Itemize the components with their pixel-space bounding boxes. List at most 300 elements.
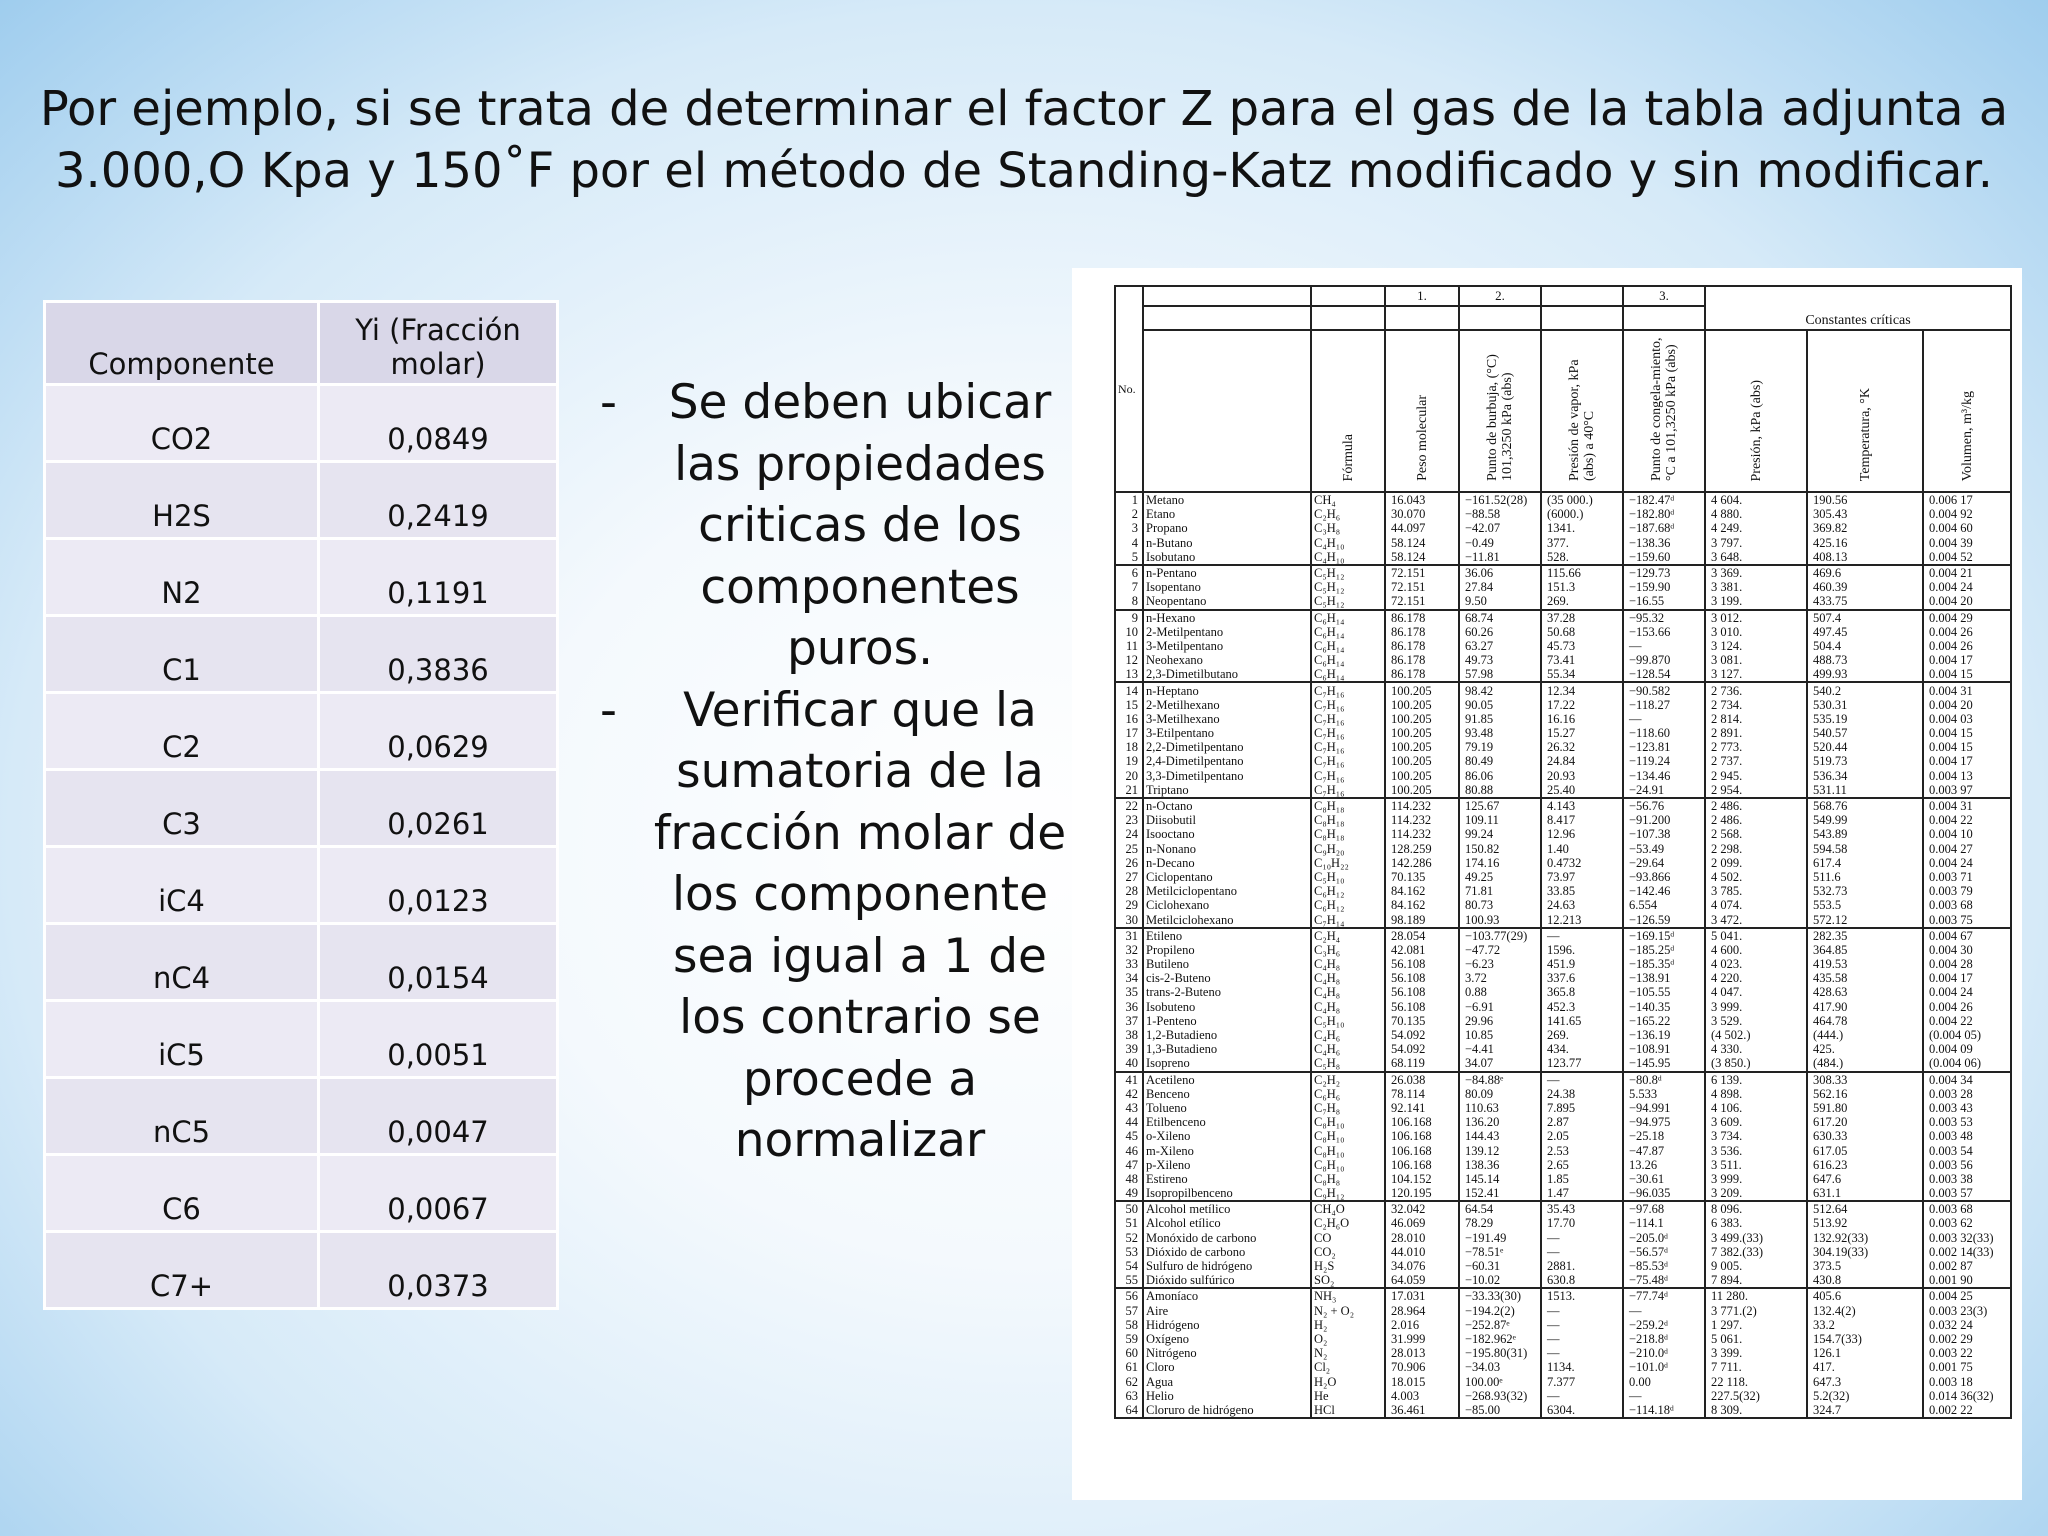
critical-temperature: 435.58	[1807, 971, 1923, 985]
boiling-point: −0.49	[1459, 536, 1541, 550]
boiling-point: 34.07	[1459, 1056, 1541, 1071]
composition-row	[45, 462, 558, 539]
freezing-point: −187.68ᵈ	[1623, 521, 1705, 535]
critical-temperature: 647.6	[1807, 1172, 1923, 1186]
critical-temperature: 417.	[1807, 1360, 1923, 1374]
critical-temperature: 417.90	[1807, 1000, 1923, 1014]
critical-volume: 0.004 52	[1923, 550, 2011, 565]
boiling-point: 86.06	[1459, 769, 1541, 783]
vapor-pressure: 151.3	[1541, 580, 1623, 594]
freezing-point: −95.32	[1623, 610, 1705, 625]
molecular-weight: 86.178	[1385, 610, 1459, 625]
compound-name: Isooctano	[1143, 827, 1311, 841]
boiling-point: 0.88	[1459, 985, 1541, 999]
composition-row	[45, 770, 558, 847]
critical-pressure: 6 139.	[1705, 1072, 1807, 1087]
column-header-label: Volumen, m³/kg	[1959, 390, 1975, 481]
boiling-point: 49.73	[1459, 653, 1541, 667]
critical-volume: 0.003 54	[1923, 1143, 2011, 1157]
vapor-pressure: 2.65	[1541, 1158, 1623, 1172]
row-number: 27	[1115, 870, 1143, 884]
boiling-point: 29.96	[1459, 1014, 1541, 1028]
boiling-point: −47.72	[1459, 943, 1541, 957]
compound-name: Etileno	[1143, 928, 1311, 943]
formula: O₂	[1311, 1332, 1385, 1346]
critical-volume: 0.004 21	[1923, 565, 2011, 580]
row-number: 5	[1115, 550, 1143, 565]
compound-name: Butileno	[1143, 957, 1311, 971]
critical-volume: 0.004 22	[1923, 813, 2011, 827]
row-number: 17	[1115, 726, 1143, 740]
molecular-weight: 16.043	[1385, 492, 1459, 507]
critical-pressure: 227.5(32)	[1705, 1389, 1807, 1403]
boiling-point: 144.43	[1459, 1129, 1541, 1143]
compound-name: Isopentano	[1143, 580, 1311, 594]
critical-volume: 0.004 17	[1923, 971, 2011, 985]
column-header	[1385, 330, 1459, 492]
compound-name: n-Nonano	[1143, 842, 1311, 856]
critical-temperature: 507.4	[1807, 610, 1923, 625]
compound-row	[1115, 1231, 2011, 1245]
critical-volume: 0.003 22	[1923, 1346, 2011, 1360]
freezing-point: −107.38	[1623, 827, 1705, 841]
boiling-point: 145.14	[1459, 1172, 1541, 1186]
formula: H₂	[1311, 1318, 1385, 1332]
critical-volume: 0.004 26	[1923, 625, 2011, 639]
formula: C₇H₁₆	[1311, 682, 1385, 697]
composition-row	[45, 1155, 558, 1232]
compound-name: Hidrógeno	[1143, 1318, 1311, 1332]
molecular-weight: 18.015	[1385, 1374, 1459, 1388]
boiling-point: −85.00	[1459, 1403, 1541, 1418]
row-number: 52	[1115, 1231, 1143, 1245]
critical-pressure: 7 382.(33)	[1705, 1245, 1807, 1259]
critical-volume: 0.004 20	[1923, 698, 2011, 712]
formula: C₅H₁₂	[1311, 594, 1385, 609]
freezing-point: −56.57ᵈ	[1623, 1245, 1705, 1259]
critical-volume: 0.004 03	[1923, 712, 2011, 726]
critical-pressure: 3 127.	[1705, 667, 1807, 682]
compound-row	[1115, 1000, 2011, 1014]
critical-volume: 0.003 79	[1923, 884, 2011, 898]
row-number: 41	[1115, 1072, 1143, 1087]
critical-temperature: 154.7(33)	[1807, 1332, 1923, 1346]
fraction-cell: 0,0261	[319, 770, 558, 847]
compound-row	[1115, 698, 2011, 712]
critical-volume: 0.004 09	[1923, 1042, 2011, 1056]
compound-name: p-Xileno	[1143, 1158, 1311, 1172]
critical-volume: 0.004 17	[1923, 754, 2011, 768]
freezing-point: −118.60	[1623, 726, 1705, 740]
compound-row	[1115, 1216, 2011, 1230]
column-header-label: Presión, kPa (abs)	[1748, 379, 1764, 481]
row-number: 29	[1115, 898, 1143, 912]
freezing-point: −30.61	[1623, 1172, 1705, 1186]
row-number: 55	[1115, 1273, 1143, 1288]
vapor-pressure: 377.	[1541, 536, 1623, 550]
critical-volume: 0.004 22	[1923, 1014, 2011, 1028]
critical-temperature: 132.4(2)	[1807, 1304, 1923, 1318]
vapor-pressure: 630.8	[1541, 1273, 1623, 1288]
critical-pressure: 2 945.	[1705, 769, 1807, 783]
compound-name: n-Hexano	[1143, 610, 1311, 625]
compound-row	[1115, 610, 2011, 625]
boiling-point: 64.54	[1459, 1201, 1541, 1216]
critical-pressure: 3 999.	[1705, 1000, 1807, 1014]
freezing-point: —	[1623, 639, 1705, 653]
freezing-point: −259.2ᵈ	[1623, 1318, 1705, 1332]
vapor-pressure: 15.27	[1541, 726, 1623, 740]
compound-name: Amoníaco	[1143, 1288, 1311, 1303]
compound-row	[1115, 842, 2011, 856]
composition-header-row	[45, 302, 558, 385]
vapor-pressure: 0.4732	[1541, 856, 1623, 870]
bullet-dash: -	[600, 682, 617, 738]
critical-volume: 0.003 53	[1923, 1115, 2011, 1129]
boiling-point: −161.52(28)	[1459, 492, 1541, 507]
vapor-pressure: 24.63	[1541, 898, 1623, 912]
compound-name: Sulfuro de hidrógeno	[1143, 1259, 1311, 1273]
molecular-weight: 4.003	[1385, 1389, 1459, 1403]
compound-name: Etano	[1143, 507, 1311, 521]
compound-row	[1115, 639, 2011, 653]
vapor-pressure: —	[1541, 1318, 1623, 1332]
vapor-pressure: 12.34	[1541, 682, 1623, 697]
formula: C₄H₈	[1311, 957, 1385, 971]
critical-temperature: 433.75	[1807, 594, 1923, 609]
compound-row	[1115, 667, 2011, 682]
compound-name: n-Decano	[1143, 856, 1311, 870]
compound-name: Alcohol metílico	[1143, 1201, 1311, 1216]
column-number	[1143, 286, 1311, 306]
freezing-point: −165.22	[1623, 1014, 1705, 1028]
critical-temperature: (484.)	[1807, 1056, 1923, 1071]
column-header	[1705, 330, 1807, 492]
header-no: No.	[1115, 286, 1143, 492]
freezing-point: −138.36	[1623, 536, 1705, 550]
component-cell: H2S	[45, 462, 319, 539]
compound-row	[1115, 1101, 2011, 1115]
compound-name: Isopreno	[1143, 1056, 1311, 1071]
formula: C₄H₁₀	[1311, 536, 1385, 550]
critical-temperature: 425.16	[1807, 536, 1923, 550]
formula: C₅H₁₀	[1311, 1014, 1385, 1028]
critical-volume: 0.004 67	[1923, 928, 2011, 943]
critical-temperature: 324.7	[1807, 1403, 1923, 1418]
row-number: 6	[1115, 565, 1143, 580]
boiling-point: 80.49	[1459, 754, 1541, 768]
vapor-pressure: 17.70	[1541, 1216, 1623, 1230]
critical-temperature: 499.93	[1807, 667, 1923, 682]
molecular-weight: 100.205	[1385, 754, 1459, 768]
freezing-point: −126.59	[1623, 912, 1705, 927]
vapor-pressure: 2.87	[1541, 1115, 1623, 1129]
vapor-pressure: 1.85	[1541, 1172, 1623, 1186]
molecular-weight: 72.151	[1385, 594, 1459, 609]
molecular-weight: 120.195	[1385, 1186, 1459, 1201]
compound-name: Isopropilbenceno	[1143, 1186, 1311, 1201]
compound-row	[1115, 492, 2011, 507]
freezing-point: −129.73	[1623, 565, 1705, 580]
compound-row	[1115, 884, 2011, 898]
critical-pressure: 3 797.	[1705, 536, 1807, 550]
molecular-weight: 128.259	[1385, 842, 1459, 856]
freezing-point: −182.47ᵈ	[1623, 492, 1705, 507]
critical-pressure: 3 209.	[1705, 1186, 1807, 1201]
compound-name: Metilciclopentano	[1143, 884, 1311, 898]
vapor-pressure: 2.53	[1541, 1143, 1623, 1157]
formula: C₂H₆O	[1311, 1216, 1385, 1230]
critical-pressure: 3 771.(2)	[1705, 1304, 1807, 1318]
critical-volume: 0.004 92	[1923, 507, 2011, 521]
boiling-point: 63.27	[1459, 639, 1541, 653]
critical-volume: 0.003 68	[1923, 1201, 2011, 1216]
molecular-weight: 114.232	[1385, 813, 1459, 827]
row-number: 16	[1115, 712, 1143, 726]
compound-row	[1115, 1186, 2011, 1201]
critical-temperature: 617.4	[1807, 856, 1923, 870]
critical-pressure: 3 529.	[1705, 1014, 1807, 1028]
critical-temperature: 549.99	[1807, 813, 1923, 827]
vapor-pressure: 50.68	[1541, 625, 1623, 639]
compound-name: 2,3-Dimetilbutano	[1143, 667, 1311, 682]
row-number: 49	[1115, 1186, 1143, 1201]
critical-pressure: 3 369.	[1705, 565, 1807, 580]
critical-volume: 0.004 10	[1923, 827, 2011, 841]
critical-volume: 0.002 22	[1923, 1403, 2011, 1418]
critical-temperature: 519.73	[1807, 754, 1923, 768]
freezing-point: −25.18	[1623, 1129, 1705, 1143]
compound-name: n-Heptano	[1143, 682, 1311, 697]
freezing-point: −105.55	[1623, 985, 1705, 999]
compound-name: Tolueno	[1143, 1101, 1311, 1115]
compound-name: 1-Penteno	[1143, 1014, 1311, 1028]
freezing-point: −145.95	[1623, 1056, 1705, 1071]
component-cell: C2	[45, 693, 319, 770]
row-number: 46	[1115, 1143, 1143, 1157]
column-number: 3.	[1623, 286, 1705, 306]
formula: C₇H₁₆	[1311, 740, 1385, 754]
vapor-pressure: 1513.	[1541, 1288, 1623, 1303]
molecular-weight: 86.178	[1385, 639, 1459, 653]
molecular-weight: 114.232	[1385, 798, 1459, 813]
compound-row	[1115, 565, 2011, 580]
molecular-weight: 84.162	[1385, 884, 1459, 898]
row-number: 4	[1115, 536, 1143, 550]
formula: C₇H₁₆	[1311, 769, 1385, 783]
composition-row	[45, 1232, 558, 1309]
boiling-point: −42.07	[1459, 521, 1541, 535]
vapor-pressure: 12.213	[1541, 912, 1623, 927]
formula: C₆H₁₄	[1311, 610, 1385, 625]
vapor-pressure: 20.93	[1541, 769, 1623, 783]
critical-pressure: 5 041.	[1705, 928, 1807, 943]
formula: C₃H₆	[1311, 943, 1385, 957]
vapor-pressure: —	[1541, 1304, 1623, 1318]
boiling-point: 68.74	[1459, 610, 1541, 625]
freezing-point: −123.81	[1623, 740, 1705, 754]
component-cell: nC5	[45, 1078, 319, 1155]
boiling-point: −10.02	[1459, 1273, 1541, 1288]
formula: C₆H₁₄	[1311, 653, 1385, 667]
molecular-weight: 54.092	[1385, 1028, 1459, 1042]
compound-name: Triptano	[1143, 783, 1311, 798]
compound-name: 3-Metilpentano	[1143, 639, 1311, 653]
compound-row	[1115, 1072, 2011, 1087]
formula: H₂O	[1311, 1374, 1385, 1388]
critical-pressure: 11 280.	[1705, 1288, 1807, 1303]
compound-row	[1115, 712, 2011, 726]
critical-volume: 0.001 90	[1923, 1273, 2011, 1288]
critical-temperature: 304.19(33)	[1807, 1245, 1923, 1259]
freezing-point: −119.24	[1623, 754, 1705, 768]
formula: C₇H₁₆	[1311, 712, 1385, 726]
critical-temperature: 591.80	[1807, 1101, 1923, 1115]
critical-volume: 0.003 56	[1923, 1158, 2011, 1172]
vapor-pressure: 434.	[1541, 1042, 1623, 1056]
vapor-pressure: 123.77	[1541, 1056, 1623, 1071]
boiling-point: 78.29	[1459, 1216, 1541, 1230]
row-number: 26	[1115, 856, 1143, 870]
formula: He	[1311, 1389, 1385, 1403]
critical-volume: 0.003 97	[1923, 783, 2011, 798]
bullet-item	[590, 372, 1070, 680]
row-number: 56	[1115, 1288, 1143, 1303]
critical-pressure: 2 486.	[1705, 798, 1807, 813]
column-header-label: Peso molecular	[1414, 395, 1430, 481]
composition-row	[45, 1001, 558, 1078]
vapor-pressure: 528.	[1541, 550, 1623, 565]
row-number: 64	[1115, 1403, 1143, 1418]
boiling-point: −191.49	[1459, 1231, 1541, 1245]
composition-row	[45, 616, 558, 693]
critical-pressure: 3 536.	[1705, 1143, 1807, 1157]
critical-pressure: 3 999.	[1705, 1172, 1807, 1186]
compound-name: Isobutano	[1143, 550, 1311, 565]
critical-pressure: (3 850.)	[1705, 1056, 1807, 1071]
formula: C₄H₁₀	[1311, 550, 1385, 565]
molecular-weight: 31.999	[1385, 1332, 1459, 1346]
fraction-cell: 0,0373	[319, 1232, 558, 1309]
header-constantes-criticas: Constantes críticas	[1705, 286, 2011, 330]
molecular-weight: 36.461	[1385, 1403, 1459, 1418]
compound-row	[1115, 1318, 2011, 1332]
freezing-point: −169.15ᵈ	[1623, 928, 1705, 943]
critical-volume: 0.004 24	[1923, 985, 2011, 999]
molecular-weight: 58.124	[1385, 550, 1459, 565]
compound-name: trans-2-Buteno	[1143, 985, 1311, 999]
row-number: 51	[1115, 1216, 1143, 1230]
boiling-point: 174.16	[1459, 856, 1541, 870]
row-number: 35	[1115, 985, 1143, 999]
boiling-point: 71.81	[1459, 884, 1541, 898]
vapor-pressure: —	[1541, 1245, 1623, 1259]
critical-pressure: 4 600.	[1705, 943, 1807, 957]
column-number: 1.	[1385, 286, 1459, 306]
compound-name: Agua	[1143, 1374, 1311, 1388]
vapor-pressure: 26.32	[1541, 740, 1623, 754]
instruction-list	[590, 372, 1070, 1172]
critical-volume: 0.004 30	[1923, 943, 2011, 957]
vapor-pressure: 115.66	[1541, 565, 1623, 580]
compound-row	[1115, 1056, 2011, 1071]
critical-properties-image	[1072, 268, 2022, 1500]
molecular-weight: 58.124	[1385, 536, 1459, 550]
formula: C₈H₈	[1311, 1172, 1385, 1186]
boiling-point: 57.98	[1459, 667, 1541, 682]
header-spacer	[1385, 306, 1459, 330]
critical-volume: 0.003 68	[1923, 898, 2011, 912]
molecular-weight: 17.031	[1385, 1288, 1459, 1303]
compound-row	[1115, 1332, 2011, 1346]
molecular-weight: 28.964	[1385, 1304, 1459, 1318]
critical-volume: 0.003 43	[1923, 1101, 2011, 1115]
critical-temperature: 530.31	[1807, 698, 1923, 712]
critical-temperature: 5.2(32)	[1807, 1389, 1923, 1403]
critical-pressure: 2 891.	[1705, 726, 1807, 740]
compound-name: Aire	[1143, 1304, 1311, 1318]
molecular-weight: 86.178	[1385, 625, 1459, 639]
freezing-point: −108.91	[1623, 1042, 1705, 1056]
critical-pressure: 3 499.(33)	[1705, 1231, 1807, 1245]
critical-temperature: 419.53	[1807, 957, 1923, 971]
freezing-point: −97.68	[1623, 1201, 1705, 1216]
boiling-point: −182.962ᵉ	[1459, 1332, 1541, 1346]
formula: CH₄	[1311, 492, 1385, 507]
column-header	[1311, 330, 1385, 492]
formula: C₅H₈	[1311, 1056, 1385, 1071]
header-fraccion-molar: Yi (Fracción molar)	[319, 302, 558, 385]
compound-name: Acetileno	[1143, 1072, 1311, 1087]
component-cell: CO2	[45, 385, 319, 462]
row-number: 38	[1115, 1028, 1143, 1042]
critical-volume: 0.003 57	[1923, 1186, 2011, 1201]
composition-row	[45, 1078, 558, 1155]
critical-pressure: 3 785.	[1705, 884, 1807, 898]
compound-row	[1115, 1288, 2011, 1303]
critical-temperature: 190.56	[1807, 492, 1923, 507]
compound-row	[1115, 580, 2011, 594]
component-cell: C1	[45, 616, 319, 693]
row-number: 31	[1115, 928, 1143, 943]
molecular-weight: 56.108	[1385, 971, 1459, 985]
compound-name: n-Pentano	[1143, 565, 1311, 580]
molecular-weight: 86.178	[1385, 667, 1459, 682]
vapor-pressure: 7.377	[1541, 1374, 1623, 1388]
boiling-point: 36.06	[1459, 565, 1541, 580]
row-number: 40	[1115, 1056, 1143, 1071]
critical-pressure: 3 472.	[1705, 912, 1807, 927]
formula: C₂H₄	[1311, 928, 1385, 943]
column-number-row	[1115, 286, 2011, 306]
critical-volume: 0.003 48	[1923, 1129, 2011, 1143]
row-number: 23	[1115, 813, 1143, 827]
boiling-point: 100.93	[1459, 912, 1541, 927]
critical-volume: 0.004 34	[1923, 1072, 2011, 1087]
critical-temperature: 536.34	[1807, 769, 1923, 783]
formula: C₄H₈	[1311, 985, 1385, 999]
critical-properties-table	[1114, 285, 2012, 1419]
vapor-pressure: 6304.	[1541, 1403, 1623, 1418]
molecular-weight: 100.205	[1385, 726, 1459, 740]
formula: C₃H₈	[1311, 521, 1385, 535]
component-cell: iC4	[45, 847, 319, 924]
molecular-weight: 32.042	[1385, 1201, 1459, 1216]
vapor-pressure: —	[1541, 1332, 1623, 1346]
molecular-weight: 30.070	[1385, 507, 1459, 521]
freezing-point: −218.8ᵈ	[1623, 1332, 1705, 1346]
boiling-point: −4.41	[1459, 1042, 1541, 1056]
